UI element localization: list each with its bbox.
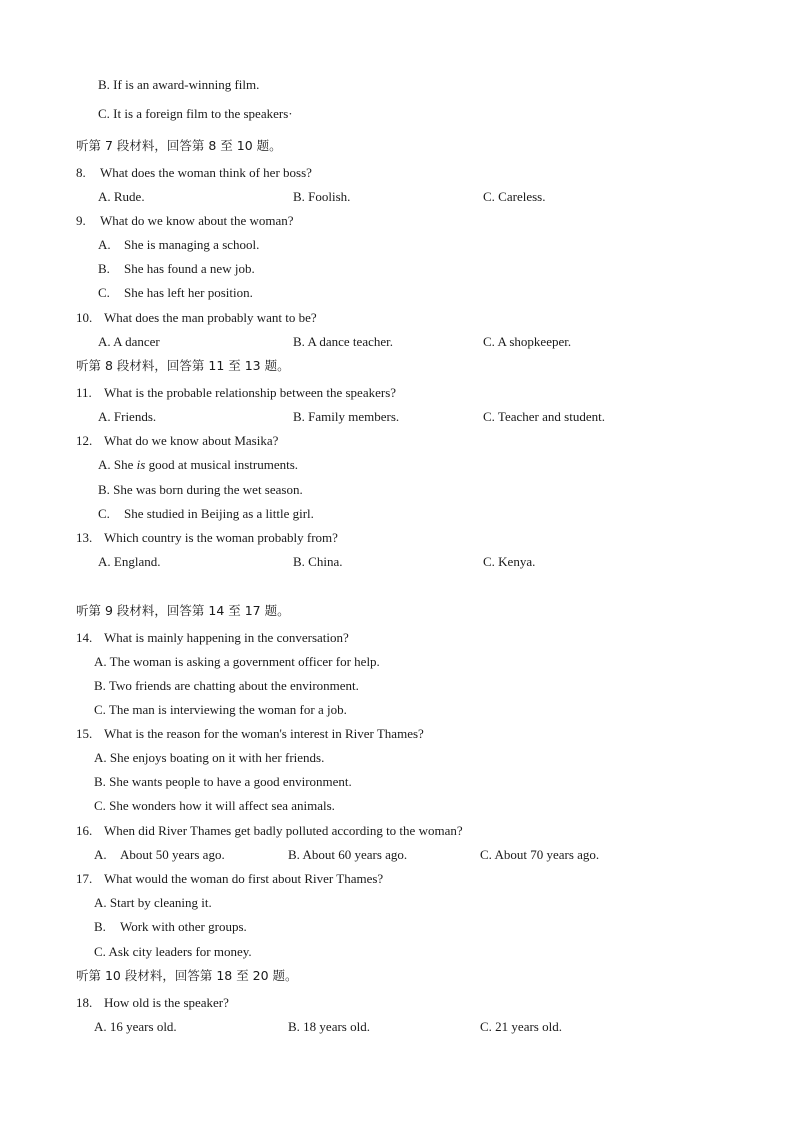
question-10 bbox=[76, 310, 317, 326]
question-number: 10. bbox=[76, 310, 93, 325]
question-number: 15. bbox=[76, 726, 93, 741]
q9-option-b bbox=[98, 261, 255, 277]
question-number: 14. bbox=[76, 630, 93, 645]
option-letter: A. bbox=[98, 237, 111, 252]
question-9 bbox=[76, 213, 294, 229]
q13-option-b: B. China. bbox=[293, 554, 343, 569]
question-text: What does the woman think of her boss? bbox=[100, 165, 312, 180]
q7-option-b: B. If is an award-winning film. bbox=[98, 77, 260, 92]
question-text: When did River Thames get badly polluted according to the woman? bbox=[104, 823, 463, 838]
q9-option-c bbox=[98, 285, 253, 301]
question-number: 13. bbox=[76, 530, 93, 545]
q14-option-b: B. Two friends are chatting about the environment. bbox=[94, 678, 359, 693]
q18-option-c: C. 21 years old. bbox=[480, 1019, 562, 1034]
q14-option-a: A. The woman is asking a government officer for help. bbox=[94, 654, 380, 669]
question-number: 18. bbox=[76, 995, 93, 1010]
option-text-italic: is bbox=[136, 457, 146, 472]
option-text: About 50 years ago. bbox=[120, 847, 225, 862]
question-text: What is the reason for the woman's interest in River Thames? bbox=[104, 726, 424, 741]
question-8 bbox=[76, 165, 312, 181]
section-heading-10: 听第 10 段材料，回答第 18 至 20 题。 bbox=[76, 968, 298, 983]
section-heading-9: 听第 9 段材料，回答第 14 至 17 题。 bbox=[76, 603, 290, 618]
option-text: She has left her position. bbox=[124, 285, 253, 300]
q15-option-a: A. She enjoys boating on it with her friends. bbox=[94, 750, 325, 765]
option-letter: C. bbox=[98, 285, 110, 300]
question-number: 12. bbox=[76, 433, 93, 448]
q16-option-a bbox=[94, 847, 225, 863]
q17-option-b bbox=[94, 919, 247, 935]
q8-option-a: A. Rude. bbox=[98, 189, 145, 204]
q12-option-a bbox=[98, 457, 298, 473]
q11-option-c: C. Teacher and student. bbox=[483, 409, 605, 424]
q11-option-a: A. Friends. bbox=[98, 409, 157, 424]
q16-option-c: C. About 70 years ago. bbox=[480, 847, 600, 862]
section-heading-7: 听第 7 段材料，回答第 8 至 10 题。 bbox=[76, 138, 282, 153]
section-heading-8: 听第 8 段材料，回答第 11 至 13 题。 bbox=[76, 358, 290, 373]
q16-option-b: B. About 60 years ago. bbox=[288, 847, 408, 862]
question-number: 11. bbox=[76, 385, 92, 400]
option-text-pre: A. She bbox=[98, 457, 137, 472]
question-text: What would the woman do first about River Thames? bbox=[104, 871, 384, 886]
q14-option-c: C. The man is interviewing the woman for a job. bbox=[94, 702, 347, 717]
q18-option-a: A. 16 years old. bbox=[94, 1019, 177, 1034]
q18-option-b: B. 18 years old. bbox=[288, 1019, 370, 1034]
question-14 bbox=[76, 630, 349, 646]
q8-option-c: C. Careless. bbox=[483, 189, 546, 204]
question-number: 8. bbox=[76, 165, 86, 180]
question-text: What is the probable relationship between the speakers? bbox=[104, 385, 397, 400]
q10-option-b: B. A dance teacher. bbox=[293, 334, 393, 349]
question-text: What is mainly happening in the conversation? bbox=[104, 630, 349, 645]
option-letter: A. bbox=[94, 847, 107, 862]
question-18 bbox=[76, 995, 229, 1011]
q15-option-c: C. She wonders how it will affect sea animals. bbox=[94, 798, 335, 813]
question-text: How old is the speaker? bbox=[104, 995, 229, 1010]
q12-option-b: B. She was born during the wet season. bbox=[98, 482, 303, 497]
q17-option-c: C. Ask city leaders for money. bbox=[94, 944, 252, 959]
question-12 bbox=[76, 433, 278, 449]
q8-option-b: B. Foolish. bbox=[293, 189, 351, 204]
option-text: She studied in Beijing as a little girl. bbox=[124, 506, 314, 521]
option-text: She has found a new job. bbox=[124, 261, 255, 276]
q10-option-c: C. A shopkeeper. bbox=[483, 334, 572, 349]
option-text: She is managing a school. bbox=[124, 237, 260, 252]
question-number: 9. bbox=[76, 213, 86, 228]
q12-option-c bbox=[98, 506, 314, 522]
question-text: Which country is the woman probably from? bbox=[104, 530, 338, 545]
question-11 bbox=[76, 385, 396, 401]
q9-option-a bbox=[98, 237, 259, 253]
question-15 bbox=[76, 726, 424, 742]
q15-option-b: B. She wants people to have a good environment. bbox=[94, 774, 352, 789]
option-text: Work with other groups. bbox=[120, 919, 247, 934]
option-letter: B. bbox=[94, 919, 106, 934]
option-letter: B. bbox=[98, 261, 110, 276]
question-text: What do we know about Masika? bbox=[104, 433, 279, 448]
question-text: What does the man probably want to be? bbox=[104, 310, 317, 325]
option-text-post: good at musical instruments. bbox=[145, 457, 299, 472]
q10-option-a: A. A dancer bbox=[98, 334, 160, 349]
q7-option-c: C. It is a foreign film to the speakers· bbox=[98, 106, 293, 121]
question-13 bbox=[76, 530, 338, 546]
question-16 bbox=[76, 823, 463, 839]
option-letter: C. bbox=[98, 506, 110, 521]
question-number: 16. bbox=[76, 823, 93, 838]
q17-option-a: A. Start by cleaning it. bbox=[94, 895, 212, 910]
q13-option-a: A. England. bbox=[98, 554, 161, 569]
question-17 bbox=[76, 871, 383, 887]
q11-option-b: B. Family members. bbox=[293, 409, 400, 424]
question-number: 17. bbox=[76, 871, 93, 886]
q13-option-c: C. Kenya. bbox=[483, 554, 536, 569]
question-text: What do we know about the woman? bbox=[100, 213, 294, 228]
